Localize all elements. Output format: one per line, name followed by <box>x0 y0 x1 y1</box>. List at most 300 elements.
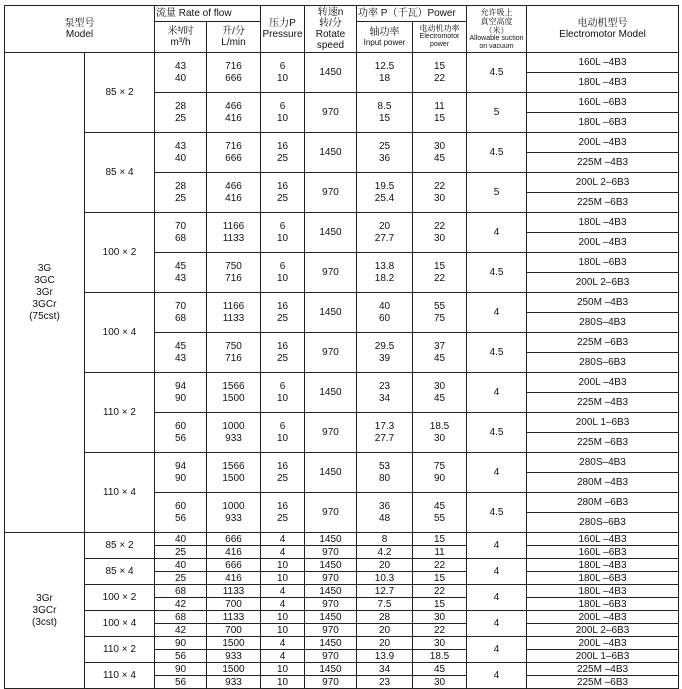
header-flow-lmin-en: L/min <box>221 36 246 48</box>
input-power: 28 <box>357 611 413 624</box>
pump-model: 110 × 2 <box>85 373 155 453</box>
motor-power-line: 55 <box>433 300 446 312</box>
speed: 1450 <box>305 533 357 546</box>
flow-m3h-line: 28 <box>174 180 187 192</box>
table-row <box>5 213 679 233</box>
pressure <box>261 413 305 453</box>
motor-power <box>413 293 467 333</box>
flow-m3h <box>155 333 207 373</box>
motor-power-line: 30 <box>433 192 446 204</box>
flow-m3h-line: 25 <box>174 112 187 124</box>
header-row-1 <box>5 6 679 22</box>
motor-power <box>413 493 467 533</box>
table-row <box>5 611 679 624</box>
motor-power-line: 15 <box>433 260 446 272</box>
header-speed-zh2: 转/分 <box>319 18 342 29</box>
pump-model: 100 × 4 <box>85 293 155 373</box>
series-label-line: 3GC <box>34 274 55 286</box>
suction: 4.5 <box>467 253 527 293</box>
flow-lmin-line: 933 <box>225 432 242 444</box>
flow-m3h: 56 <box>155 650 207 663</box>
pressure <box>261 453 305 493</box>
pressure <box>261 493 305 533</box>
motor-power: 30 <box>413 611 467 624</box>
pump-model: 85 × 2 <box>85 53 155 133</box>
speed: 970 <box>305 493 357 533</box>
pressure <box>261 253 305 293</box>
pressure-line: 6 <box>279 60 286 72</box>
input-power <box>357 333 413 373</box>
motor-power-line: 45 <box>433 500 446 512</box>
motor-power-line: 30 <box>433 232 446 244</box>
flow-lmin-line: 1166 <box>222 220 245 232</box>
header-pump-model <box>5 6 155 53</box>
header-suction-en2: on vacuum <box>479 42 514 50</box>
header-suction-en1: Allowable suction <box>469 34 524 42</box>
motor-model: 200L 1–6B3 <box>527 413 679 433</box>
suction: 5 <box>467 93 527 133</box>
motor-model: 225M –6B3 <box>527 333 679 353</box>
suction: 4 <box>467 533 527 559</box>
pressure-line: 6 <box>279 380 286 392</box>
flow-lmin-line: 716 <box>225 60 242 72</box>
motor-model: 225M –6B3 <box>527 193 679 213</box>
input-power: 20 <box>357 624 413 637</box>
input-power: 23 <box>357 676 413 689</box>
flow-m3h-line: 68 <box>174 232 187 244</box>
pressure <box>261 333 305 373</box>
header-power: 功率 P（千瓦）Power <box>357 6 467 22</box>
flow-m3h-line: 28 <box>174 100 187 112</box>
flow-m3h: 68 <box>155 585 207 598</box>
flow-lmin-line: 750 <box>225 340 242 352</box>
input-power-line: 27.7 <box>374 432 395 444</box>
flow-m3h <box>155 493 207 533</box>
motor-model: 180L –6B3 <box>527 253 679 273</box>
motor-power-line: 22 <box>433 72 446 84</box>
flow-lmin <box>207 53 261 93</box>
pump-model: 110 × 4 <box>85 663 155 689</box>
motor-model: 225M –4B3 <box>527 393 679 413</box>
motor-power <box>413 413 467 453</box>
flow-lmin-line: 716 <box>225 272 242 284</box>
flow-lmin: 1500 <box>207 637 261 650</box>
pressure-line: 10 <box>276 432 289 444</box>
pressure-line: 16 <box>276 340 289 352</box>
pressure <box>261 373 305 413</box>
motor-power <box>413 333 467 373</box>
motor-power-line: 30 <box>433 432 446 444</box>
table-row <box>5 559 679 572</box>
input-power <box>357 453 413 493</box>
pressure: 10 <box>261 611 305 624</box>
pressure <box>261 213 305 253</box>
pressure <box>261 173 305 213</box>
flow-m3h <box>155 53 207 93</box>
pressure <box>261 293 305 333</box>
pressure-line: 6 <box>279 260 286 272</box>
motor-model: 225M –6B3 <box>527 676 679 689</box>
motor-power-line: 15 <box>433 112 446 124</box>
flow-lmin-line: 1500 <box>222 392 245 404</box>
flow-m3h: 42 <box>155 624 207 637</box>
motor-model: 180L –6B3 <box>527 113 679 133</box>
flow-lmin-line: 416 <box>225 192 242 204</box>
header-suction <box>467 6 527 53</box>
motor-model: 200L 2–6B3 <box>527 624 679 637</box>
input-power: 10.3 <box>357 572 413 585</box>
pressure: 4 <box>261 546 305 559</box>
motor-power-line: 30 <box>433 380 446 392</box>
header-motor-power <box>413 21 467 52</box>
input-power-line: 25 <box>378 140 391 152</box>
pump-model: 100 × 4 <box>85 611 155 637</box>
flow-m3h <box>155 93 207 133</box>
speed: 1450 <box>305 133 357 173</box>
motor-power-line: 75 <box>433 460 446 472</box>
flow-m3h: 56 <box>155 676 207 689</box>
speed: 970 <box>305 413 357 453</box>
pressure <box>261 133 305 173</box>
header-speed-zh1: 转速n <box>317 7 344 18</box>
motor-power-line: 22 <box>433 220 446 232</box>
header-flow-lmin <box>207 21 261 52</box>
input-power-line: 20 <box>378 220 391 232</box>
input-power-line: 36 <box>378 152 391 164</box>
input-power <box>357 293 413 333</box>
table-row <box>5 293 679 313</box>
speed: 1450 <box>305 293 357 333</box>
pressure: 10 <box>261 663 305 676</box>
motor-model: 200L 2–6B3 <box>527 173 679 193</box>
input-power-line: 17.3 <box>374 420 395 432</box>
pressure-line: 25 <box>276 472 289 484</box>
input-power-line: 18 <box>378 72 391 84</box>
pump-model: 85 × 2 <box>85 533 155 559</box>
flow-lmin <box>207 93 261 133</box>
motor-model: 200L –4B3 <box>527 611 679 624</box>
suction: 4 <box>467 611 527 637</box>
input-power-line: 60 <box>378 312 391 324</box>
input-power-line: 34 <box>378 392 391 404</box>
motor-power <box>413 173 467 213</box>
motor-power: 18.5 <box>413 650 467 663</box>
input-power <box>357 213 413 253</box>
speed: 1450 <box>305 559 357 572</box>
flow-lmin-line: 1000 <box>222 500 245 512</box>
flow-m3h-line: 60 <box>174 500 187 512</box>
speed: 970 <box>305 333 357 373</box>
pressure: 4 <box>261 650 305 663</box>
motor-model: 180L –6B3 <box>527 572 679 585</box>
header-input-power <box>357 21 413 52</box>
flow-lmin <box>207 213 261 253</box>
input-power-line: 27.7 <box>374 232 395 244</box>
header-speed-en1: Rotate <box>315 29 346 40</box>
pump-model: 100 × 2 <box>85 585 155 611</box>
flow-lmin-line: 933 <box>225 512 242 524</box>
flow-lmin-line: 1133 <box>222 312 245 324</box>
flow-m3h: 40 <box>155 559 207 572</box>
flow-lmin <box>207 253 261 293</box>
motor-model: 250M –4B3 <box>527 293 679 313</box>
motor-model: 280S–6B3 <box>527 513 679 533</box>
pressure-line: 25 <box>276 152 289 164</box>
header-input-power-zh: 轴功率 <box>369 26 400 38</box>
motor-model: 280S–6B3 <box>527 353 679 373</box>
speed: 1450 <box>305 637 357 650</box>
flow-m3h-line: 45 <box>174 340 187 352</box>
table-row <box>5 585 679 598</box>
table-row <box>5 53 679 73</box>
header-flow-m3h <box>155 21 207 52</box>
input-power-line: 36 <box>378 500 391 512</box>
header-speed <box>305 6 357 53</box>
pressure: 10 <box>261 624 305 637</box>
input-power: 20 <box>357 559 413 572</box>
input-power <box>357 173 413 213</box>
pressure-line: 16 <box>276 500 289 512</box>
header-input-power-en: Input power <box>363 37 406 47</box>
motor-model: 200L –4B3 <box>527 133 679 153</box>
pressure-line: 6 <box>279 220 286 232</box>
motor-model: 200L –4B3 <box>527 373 679 393</box>
suction: 4 <box>467 559 527 585</box>
motor-model: 280M –4B3 <box>527 473 679 493</box>
input-power: 7.5 <box>357 598 413 611</box>
header-pump-model-zh: 泵型号 <box>64 18 95 29</box>
flow-lmin <box>207 333 261 373</box>
input-power: 12.7 <box>357 585 413 598</box>
flow-lmin: 416 <box>207 546 261 559</box>
motor-model: 225M –4B3 <box>527 663 679 676</box>
series-label-line: 3GCr <box>32 298 57 310</box>
motor-model: 200L –4B3 <box>527 233 679 253</box>
input-power-line: 15 <box>378 112 391 124</box>
pump-spec-table <box>4 5 679 689</box>
flow-lmin-line: 666 <box>225 72 242 84</box>
flow-lmin: 1500 <box>207 663 261 676</box>
table-row <box>5 453 679 473</box>
input-power-line: 48 <box>378 512 391 524</box>
motor-power-line: 22 <box>433 272 446 284</box>
motor-model: 180L –4B3 <box>527 559 679 572</box>
flow-m3h <box>155 373 207 413</box>
motor-model: 200L 1–6B3 <box>527 650 679 663</box>
motor-power-line: 90 <box>433 472 446 484</box>
flow-m3h-line: 68 <box>174 312 187 324</box>
flow-m3h: 40 <box>155 533 207 546</box>
series-label <box>5 53 85 533</box>
pump-model: 110 × 4 <box>85 453 155 533</box>
flow-lmin-line: 666 <box>225 152 242 164</box>
pressure: 10 <box>261 676 305 689</box>
header-pump-model-en: Model <box>65 29 94 40</box>
table-row <box>5 133 679 153</box>
input-power: 13.9 <box>357 650 413 663</box>
pressure-line: 6 <box>279 420 286 432</box>
suction: 4 <box>467 585 527 611</box>
suction: 4 <box>467 453 527 493</box>
motor-model: 160L –6B3 <box>527 546 679 559</box>
motor-power-line: 45 <box>433 152 446 164</box>
motor-power-line: 18.5 <box>429 420 450 432</box>
flow-m3h <box>155 173 207 213</box>
flow-m3h-line: 70 <box>174 220 187 232</box>
speed: 1450 <box>305 585 357 598</box>
input-power: 20 <box>357 637 413 650</box>
input-power <box>357 373 413 413</box>
flow-m3h: 25 <box>155 546 207 559</box>
speed: 1450 <box>305 453 357 493</box>
input-power <box>357 253 413 293</box>
spec-body <box>5 53 679 689</box>
motor-power-line: 45 <box>433 392 446 404</box>
flow-lmin-line: 466 <box>225 180 242 192</box>
input-power: 34 <box>357 663 413 676</box>
motor-power-line: 30 <box>433 140 446 152</box>
input-power-line: 19.5 <box>374 180 395 192</box>
flow-lmin-line: 750 <box>225 260 242 272</box>
motor-model: 280S–4B3 <box>527 313 679 333</box>
flow-lmin <box>207 173 261 213</box>
motor-model: 160L –6B3 <box>527 93 679 113</box>
flow-lmin: 933 <box>207 650 261 663</box>
motor-model: 180L –4B3 <box>527 585 679 598</box>
flow-lmin: 666 <box>207 559 261 572</box>
motor-power-line: 22 <box>433 180 446 192</box>
suction: 4.5 <box>467 133 527 173</box>
flow-lmin-line: 1166 <box>222 300 245 312</box>
flow-m3h <box>155 413 207 453</box>
motor-model: 280M –6B3 <box>527 493 679 513</box>
pressure: 4 <box>261 533 305 546</box>
flow-lmin <box>207 293 261 333</box>
speed: 970 <box>305 624 357 637</box>
pump-spec-sheet <box>4 5 678 688</box>
flow-lmin <box>207 133 261 173</box>
flow-lmin: 666 <box>207 533 261 546</box>
flow-m3h-line: 56 <box>174 432 187 444</box>
flow-lmin <box>207 453 261 493</box>
pressure-line: 16 <box>276 180 289 192</box>
header-suction-zh1: 允许吸上 <box>480 7 513 17</box>
header-motor-model-en: Electromotor Model <box>559 29 646 40</box>
speed: 970 <box>305 173 357 213</box>
header-flow-m3h-en: m³/h <box>170 36 191 48</box>
speed: 1450 <box>305 373 357 413</box>
motor-model: 180L –4B3 <box>527 213 679 233</box>
pressure: 4 <box>261 598 305 611</box>
pressure-line: 10 <box>276 72 289 84</box>
input-power-line: 18.2 <box>374 272 395 284</box>
flow-lmin-line: 1500 <box>222 472 245 484</box>
header-motor-model-zh: 电动机型号 <box>577 18 628 29</box>
series-label-line: 3Gr <box>36 286 53 298</box>
flow-m3h: 42 <box>155 598 207 611</box>
flow-m3h-line: 94 <box>174 460 187 472</box>
series-label-line: (3cst) <box>32 616 57 628</box>
input-power <box>357 493 413 533</box>
flow-m3h-line: 45 <box>174 260 187 272</box>
suction: 5 <box>467 173 527 213</box>
input-power-line: 23 <box>378 380 391 392</box>
flow-m3h: 68 <box>155 611 207 624</box>
pressure-line: 16 <box>276 460 289 472</box>
input-power-line: 29.5 <box>374 340 395 352</box>
pressure-line: 16 <box>276 140 289 152</box>
input-power <box>357 413 413 453</box>
motor-power-line: 55 <box>433 512 446 524</box>
pressure: 10 <box>261 572 305 585</box>
flow-lmin: 1133 <box>207 611 261 624</box>
flow-m3h-line: 60 <box>174 420 187 432</box>
suction: 4 <box>467 373 527 413</box>
flow-m3h-line: 43 <box>174 140 187 152</box>
speed: 970 <box>305 546 357 559</box>
input-power-line: 40 <box>378 300 391 312</box>
speed: 1450 <box>305 611 357 624</box>
flow-m3h-line: 25 <box>174 192 187 204</box>
pressure-line: 25 <box>276 352 289 364</box>
flow-m3h-line: 70 <box>174 300 187 312</box>
flow-lmin-line: 716 <box>225 140 242 152</box>
header-flow: 流量 Rate of flow <box>155 6 261 22</box>
header-motor-power-en2: power <box>429 41 450 49</box>
motor-power: 30 <box>413 637 467 650</box>
motor-model: 225M –4B3 <box>527 153 679 173</box>
input-power <box>357 133 413 173</box>
motor-model: 160L –4B3 <box>527 53 679 73</box>
pressure <box>261 53 305 93</box>
flow-lmin-line: 416 <box>225 112 242 124</box>
input-power <box>357 53 413 93</box>
flow-m3h: 25 <box>155 572 207 585</box>
input-power: 4.2 <box>357 546 413 559</box>
motor-power <box>413 93 467 133</box>
flow-m3h <box>155 293 207 333</box>
motor-power: 15 <box>413 572 467 585</box>
motor-power: 15 <box>413 598 467 611</box>
flow-m3h: 90 <box>155 637 207 650</box>
motor-power: 22 <box>413 559 467 572</box>
suction: 4.5 <box>467 493 527 533</box>
speed: 1450 <box>305 53 357 93</box>
speed: 1450 <box>305 663 357 676</box>
flow-m3h-line: 43 <box>174 60 187 72</box>
flow-lmin-line: 1566 <box>222 380 245 392</box>
speed: 1450 <box>305 213 357 253</box>
flow-m3h <box>155 213 207 253</box>
pump-model: 85 × 4 <box>85 559 155 585</box>
header-flow-m3h-zh: 米³/时 <box>167 25 194 37</box>
input-power-line: 13.8 <box>374 260 395 272</box>
header-motor-model <box>527 6 679 53</box>
header-pressure <box>261 6 305 53</box>
pressure-line: 6 <box>279 100 286 112</box>
series-label-line: 3G <box>37 262 52 274</box>
pressure: 4 <box>261 585 305 598</box>
pressure-line: 25 <box>276 312 289 324</box>
flow-m3h-line: 43 <box>174 352 187 364</box>
pump-model: 85 × 4 <box>85 133 155 213</box>
series-label-line: 3GCr <box>32 604 57 616</box>
flow-m3h <box>155 253 207 293</box>
speed: 970 <box>305 676 357 689</box>
header-motor-power-zh: 电动机功率 <box>419 24 460 34</box>
series-label-line: (75cst) <box>29 310 60 322</box>
motor-power: 45 <box>413 663 467 676</box>
